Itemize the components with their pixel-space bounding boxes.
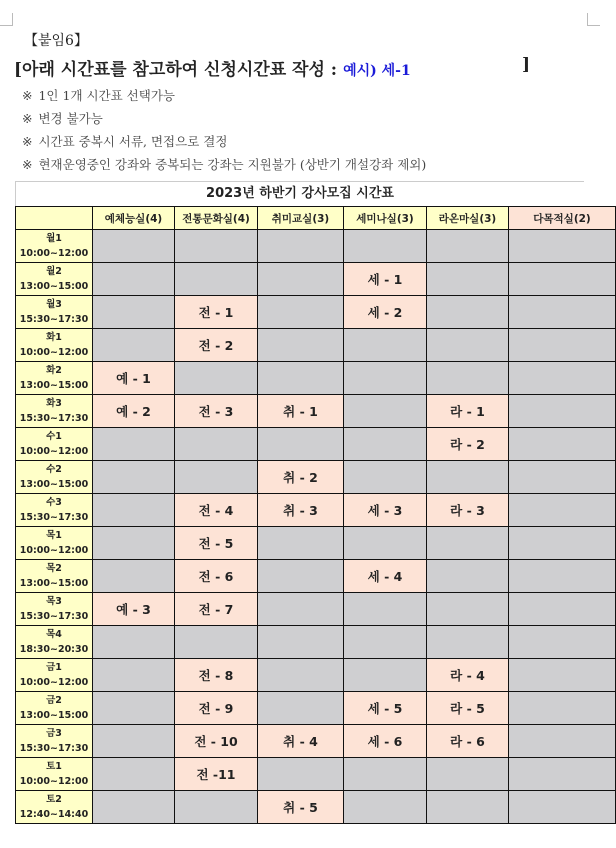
slot-time: 10:00~12:00 bbox=[19, 677, 89, 688]
slot-time: 10:00~12:00 bbox=[19, 545, 89, 556]
empty-slot-cell bbox=[93, 263, 175, 296]
note-text: 현재운영중인 강좌와 중복되는 강좌는 지원불가 (상반기 개설강좌 제외) bbox=[38, 157, 427, 172]
slot-time: 13:00~15:00 bbox=[19, 710, 89, 721]
empty-slot-cell bbox=[344, 395, 427, 428]
class-slot-cell: 라 - 1 bbox=[427, 395, 509, 428]
header-corner bbox=[16, 207, 93, 230]
slot-time: 13:00~15:00 bbox=[19, 479, 89, 490]
empty-slot-cell bbox=[93, 560, 175, 593]
time-slot-cell bbox=[16, 527, 93, 560]
empty-slot-cell bbox=[344, 659, 427, 692]
empty-slot-cell bbox=[344, 758, 427, 791]
empty-slot-cell bbox=[93, 692, 175, 725]
note-mark: ※ bbox=[22, 134, 33, 149]
slot-time: 10:00~12:00 bbox=[19, 248, 89, 259]
class-slot-cell: 라 - 4 bbox=[427, 659, 509, 692]
empty-slot-cell bbox=[258, 296, 344, 329]
table-row bbox=[16, 725, 616, 758]
note-mark: ※ bbox=[22, 111, 33, 126]
empty-slot-cell bbox=[509, 395, 616, 428]
timetable-title: 2023년 하반기 강사모집 시간표 bbox=[15, 182, 584, 206]
empty-slot-cell bbox=[258, 329, 344, 362]
empty-slot-cell bbox=[175, 428, 258, 461]
empty-slot-cell bbox=[509, 527, 616, 560]
empty-slot-cell bbox=[509, 494, 616, 527]
empty-slot-cell bbox=[344, 593, 427, 626]
slot-time: 10:00~12:00 bbox=[19, 347, 89, 358]
class-slot-cell: 취 - 5 bbox=[258, 791, 344, 824]
time-slot-cell bbox=[16, 593, 93, 626]
time-slot-cell bbox=[16, 560, 93, 593]
class-slot-cell: 취 - 2 bbox=[258, 461, 344, 494]
empty-slot-cell bbox=[509, 362, 616, 395]
empty-slot-cell bbox=[509, 263, 616, 296]
class-slot-cell: 예 - 1 bbox=[93, 362, 175, 395]
class-slot-cell: 세 - 1 bbox=[344, 263, 427, 296]
empty-slot-cell bbox=[175, 230, 258, 263]
class-slot-cell: 라 - 3 bbox=[427, 494, 509, 527]
empty-slot-cell bbox=[175, 362, 258, 395]
page-corner-mark bbox=[0, 13, 13, 26]
empty-slot-cell bbox=[509, 725, 616, 758]
empty-slot-cell bbox=[509, 329, 616, 362]
time-slot-cell bbox=[16, 725, 93, 758]
note-mark: ※ bbox=[22, 157, 33, 172]
slot-time: 15:30~17:30 bbox=[19, 743, 89, 754]
empty-slot-cell bbox=[427, 593, 509, 626]
slot-time: 18:30~20:30 bbox=[19, 644, 89, 655]
slot-time: 10:00~12:00 bbox=[19, 446, 89, 457]
column-header: 예체능실(4) bbox=[93, 207, 175, 230]
empty-slot-cell bbox=[427, 461, 509, 494]
slot-day: 월2 bbox=[46, 266, 62, 277]
heading-text: [아래 시간표를 참고하여 신청시간표 작성 : bbox=[14, 60, 338, 80]
table-row bbox=[16, 692, 616, 725]
time-slot-cell bbox=[16, 758, 93, 791]
empty-slot-cell bbox=[509, 560, 616, 593]
class-slot-cell: 라 - 2 bbox=[427, 428, 509, 461]
empty-slot-cell bbox=[258, 593, 344, 626]
class-slot-cell: 세 - 4 bbox=[344, 560, 427, 593]
empty-slot-cell bbox=[344, 461, 427, 494]
empty-slot-cell bbox=[258, 263, 344, 296]
empty-slot-cell bbox=[427, 329, 509, 362]
empty-slot-cell bbox=[509, 692, 616, 725]
table-row bbox=[16, 263, 616, 296]
class-slot-cell: 전 - 6 bbox=[175, 560, 258, 593]
empty-slot-cell bbox=[344, 230, 427, 263]
class-slot-cell: 전 - 7 bbox=[175, 593, 258, 626]
class-slot-cell: 라 - 5 bbox=[427, 692, 509, 725]
slot-day: 수3 bbox=[46, 497, 62, 508]
class-slot-cell: 세 - 2 bbox=[344, 296, 427, 329]
empty-slot-cell bbox=[427, 230, 509, 263]
empty-slot-cell bbox=[427, 296, 509, 329]
empty-slot-cell bbox=[258, 758, 344, 791]
time-slot-cell bbox=[16, 329, 93, 362]
class-slot-cell: 예 - 2 bbox=[93, 395, 175, 428]
empty-slot-cell bbox=[344, 329, 427, 362]
table-row bbox=[16, 329, 616, 362]
empty-slot-cell bbox=[344, 527, 427, 560]
table-row bbox=[16, 659, 616, 692]
empty-slot-cell bbox=[509, 626, 616, 659]
time-slot-cell bbox=[16, 362, 93, 395]
time-slot-cell bbox=[16, 692, 93, 725]
empty-slot-cell bbox=[258, 692, 344, 725]
class-slot-cell: 세 - 6 bbox=[344, 725, 427, 758]
empty-slot-cell bbox=[258, 527, 344, 560]
class-slot-cell: 전 - 8 bbox=[175, 659, 258, 692]
slot-day: 목4 bbox=[46, 629, 62, 640]
class-slot-cell: 세 - 5 bbox=[344, 692, 427, 725]
heading-close-bracket: ] bbox=[522, 55, 531, 75]
empty-slot-cell bbox=[258, 626, 344, 659]
empty-slot-cell bbox=[344, 362, 427, 395]
note-item bbox=[22, 86, 175, 104]
note-text: 변경 불가능 bbox=[38, 111, 103, 126]
timetable bbox=[15, 181, 591, 829]
table-row bbox=[16, 791, 616, 824]
class-slot-cell: 전 - 1 bbox=[175, 296, 258, 329]
table-row bbox=[16, 362, 616, 395]
empty-slot-cell bbox=[509, 296, 616, 329]
slot-time: 13:00~15:00 bbox=[19, 380, 89, 391]
empty-slot-cell bbox=[427, 758, 509, 791]
empty-slot-cell bbox=[427, 527, 509, 560]
slot-day: 금2 bbox=[46, 695, 62, 706]
empty-slot-cell bbox=[509, 659, 616, 692]
time-slot-cell bbox=[16, 659, 93, 692]
empty-slot-cell bbox=[93, 758, 175, 791]
empty-slot-cell bbox=[258, 362, 344, 395]
class-slot-cell: 취 - 1 bbox=[258, 395, 344, 428]
empty-slot-cell bbox=[93, 296, 175, 329]
time-slot-cell bbox=[16, 494, 93, 527]
column-header: 취미교실(3) bbox=[258, 207, 344, 230]
class-slot-cell: 전 - 2 bbox=[175, 329, 258, 362]
class-slot-cell: 전 - 9 bbox=[175, 692, 258, 725]
table-row bbox=[16, 230, 616, 263]
class-slot-cell: 취 - 4 bbox=[258, 725, 344, 758]
slot-time: 13:00~15:00 bbox=[19, 281, 89, 292]
table-row bbox=[16, 560, 616, 593]
empty-slot-cell bbox=[258, 230, 344, 263]
empty-slot-cell bbox=[509, 758, 616, 791]
header-row bbox=[16, 207, 616, 230]
slot-day: 목1 bbox=[46, 530, 62, 541]
timetable-grid bbox=[15, 206, 616, 824]
empty-slot-cell bbox=[509, 461, 616, 494]
table-row bbox=[16, 428, 616, 461]
attachment-label: 【붙임6】 bbox=[24, 33, 88, 49]
time-slot-cell bbox=[16, 263, 93, 296]
class-slot-cell: 라 - 6 bbox=[427, 725, 509, 758]
class-slot-cell: 취 - 3 bbox=[258, 494, 344, 527]
empty-slot-cell bbox=[175, 791, 258, 824]
time-slot-cell bbox=[16, 791, 93, 824]
class-slot-cell: 전 - 3 bbox=[175, 395, 258, 428]
table-row bbox=[16, 296, 616, 329]
note-item bbox=[22, 155, 426, 173]
slot-time: 15:30~17:30 bbox=[19, 512, 89, 523]
slot-day: 월1 bbox=[46, 233, 62, 244]
empty-slot-cell bbox=[344, 428, 427, 461]
time-slot-cell bbox=[16, 626, 93, 659]
empty-slot-cell bbox=[258, 659, 344, 692]
table-row bbox=[16, 758, 616, 791]
slot-day: 수2 bbox=[46, 464, 62, 475]
slot-day: 화3 bbox=[46, 398, 62, 409]
class-slot-cell: 전 -11 bbox=[175, 758, 258, 791]
column-header: 세미나실(3) bbox=[344, 207, 427, 230]
note-mark: ※ bbox=[22, 88, 33, 103]
note-item bbox=[22, 109, 103, 127]
slot-day: 금3 bbox=[46, 728, 62, 739]
table-row bbox=[16, 626, 616, 659]
empty-slot-cell bbox=[509, 791, 616, 824]
page-heading bbox=[14, 55, 534, 80]
slot-time: 13:00~15:00 bbox=[19, 578, 89, 589]
empty-slot-cell bbox=[258, 428, 344, 461]
empty-slot-cell bbox=[427, 263, 509, 296]
note-text: 1인 1개 시간표 선택가능 bbox=[38, 88, 175, 103]
slot-day: 화1 bbox=[46, 332, 62, 343]
empty-slot-cell bbox=[258, 560, 344, 593]
empty-slot-cell bbox=[93, 329, 175, 362]
slot-time: 12:40~14:40 bbox=[19, 809, 89, 820]
empty-slot-cell bbox=[175, 626, 258, 659]
empty-slot-cell bbox=[427, 560, 509, 593]
empty-slot-cell bbox=[344, 791, 427, 824]
time-slot-cell bbox=[16, 230, 93, 263]
empty-slot-cell bbox=[93, 626, 175, 659]
slot-day: 화2 bbox=[46, 365, 62, 376]
time-slot-cell bbox=[16, 428, 93, 461]
empty-slot-cell bbox=[509, 230, 616, 263]
empty-slot-cell bbox=[427, 791, 509, 824]
slot-day: 수1 bbox=[46, 431, 62, 442]
table-row bbox=[16, 527, 616, 560]
table-row bbox=[16, 461, 616, 494]
slot-day: 월3 bbox=[46, 299, 62, 310]
slot-time: 15:30~17:30 bbox=[19, 413, 89, 424]
slot-day: 목2 bbox=[46, 563, 62, 574]
column-header: 전통문화실(4) bbox=[175, 207, 258, 230]
table-row bbox=[16, 494, 616, 527]
empty-slot-cell bbox=[344, 626, 427, 659]
empty-slot-cell bbox=[175, 461, 258, 494]
table-row bbox=[16, 395, 616, 428]
class-slot-cell: 전 - 4 bbox=[175, 494, 258, 527]
empty-slot-cell bbox=[93, 659, 175, 692]
heading-example: 예시) 세-1 bbox=[343, 63, 411, 79]
class-slot-cell: 예 - 3 bbox=[93, 593, 175, 626]
empty-slot-cell bbox=[93, 428, 175, 461]
slot-time: 15:30~17:30 bbox=[19, 314, 89, 325]
empty-slot-cell bbox=[93, 230, 175, 263]
time-slot-cell bbox=[16, 296, 93, 329]
table-row bbox=[16, 593, 616, 626]
empty-slot-cell bbox=[427, 362, 509, 395]
class-slot-cell: 전 - 5 bbox=[175, 527, 258, 560]
class-slot-cell: 세 - 3 bbox=[344, 494, 427, 527]
note-item bbox=[22, 132, 227, 150]
empty-slot-cell bbox=[93, 725, 175, 758]
slot-time: 15:30~17:30 bbox=[19, 611, 89, 622]
slot-day: 금1 bbox=[46, 662, 62, 673]
page-corner-mark bbox=[587, 13, 600, 26]
empty-slot-cell bbox=[427, 626, 509, 659]
slot-day: 목3 bbox=[46, 596, 62, 607]
slot-day: 토2 bbox=[46, 794, 62, 805]
time-slot-cell bbox=[16, 395, 93, 428]
empty-slot-cell bbox=[509, 593, 616, 626]
column-header: 라온마실(3) bbox=[427, 207, 509, 230]
empty-slot-cell bbox=[93, 461, 175, 494]
column-header: 다목적실(2) bbox=[509, 207, 616, 230]
empty-slot-cell bbox=[93, 494, 175, 527]
slot-day: 토1 bbox=[46, 761, 62, 772]
empty-slot-cell bbox=[175, 263, 258, 296]
slot-time: 10:00~12:00 bbox=[19, 776, 89, 787]
class-slot-cell: 전 - 10 bbox=[175, 725, 258, 758]
empty-slot-cell bbox=[93, 527, 175, 560]
note-text: 시간표 중복시 서류, 면접으로 결정 bbox=[38, 134, 228, 149]
empty-slot-cell bbox=[509, 428, 616, 461]
empty-slot-cell bbox=[93, 791, 175, 824]
time-slot-cell bbox=[16, 461, 93, 494]
